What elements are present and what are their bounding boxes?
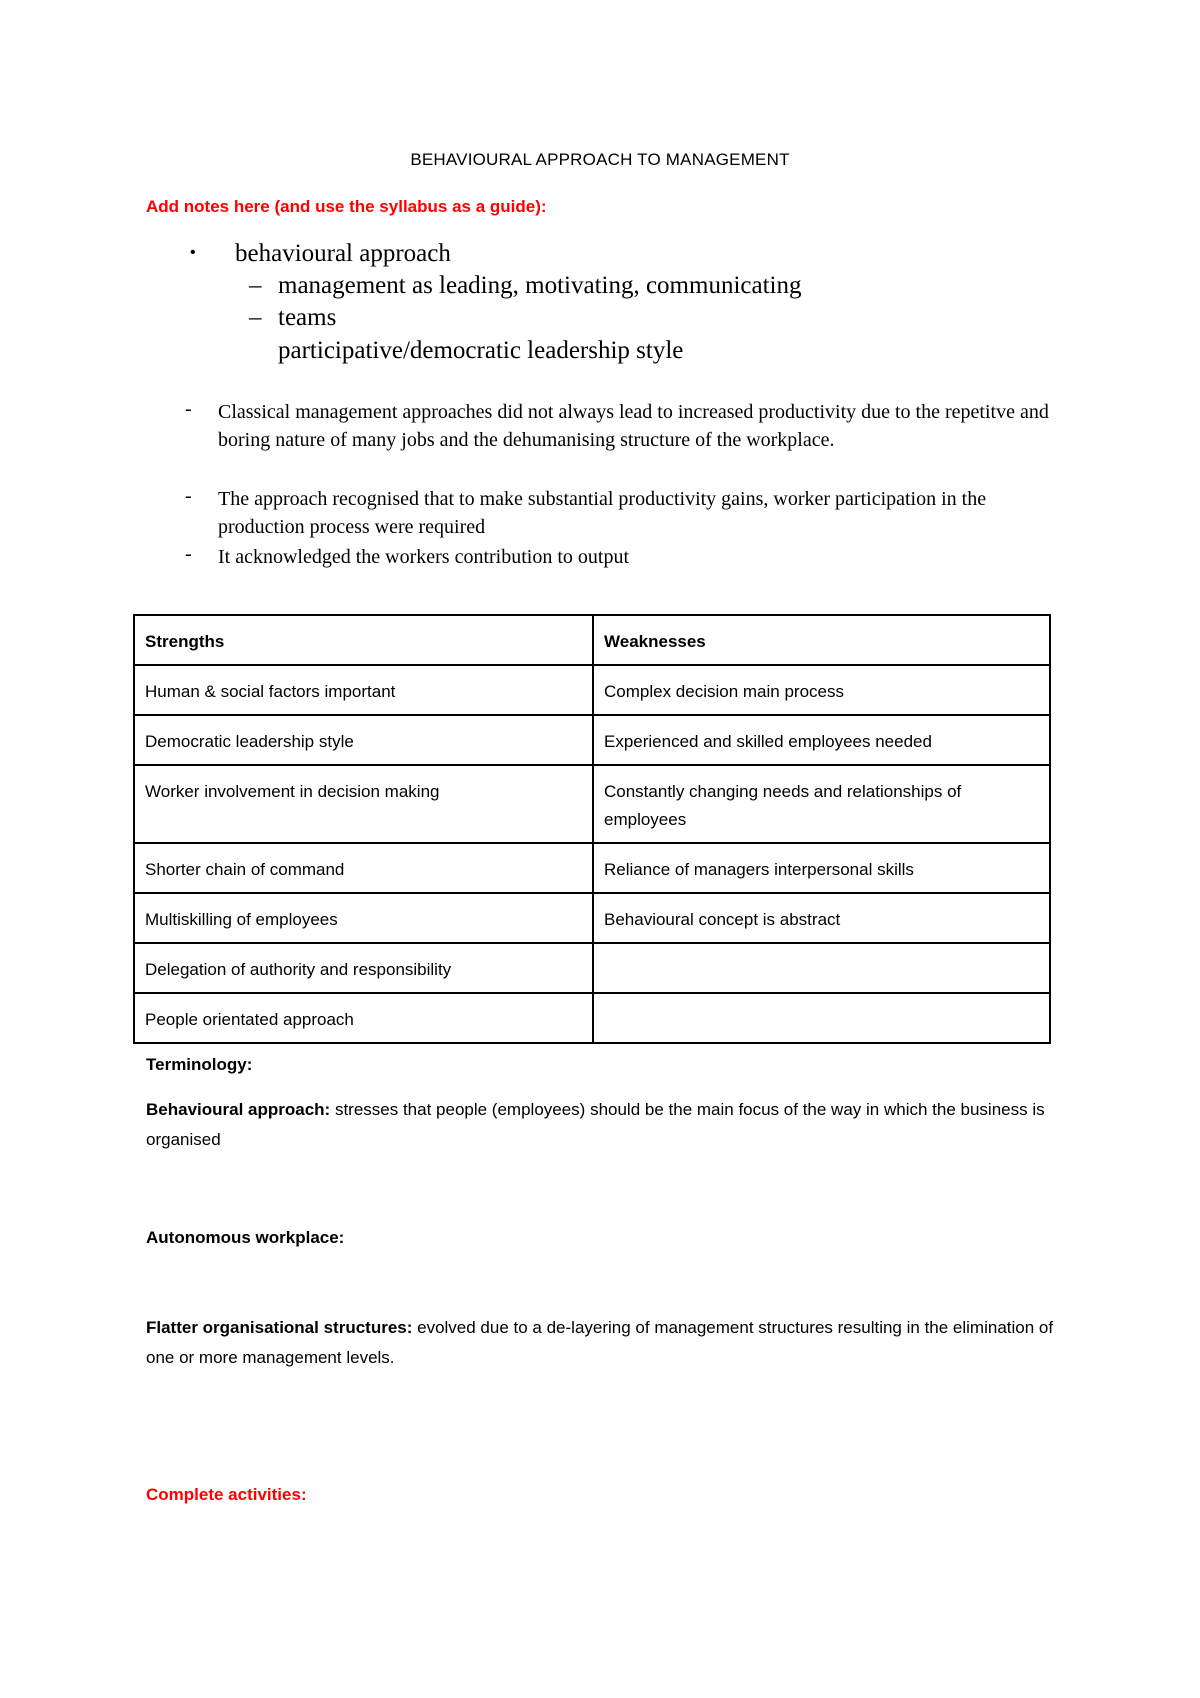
strengths-weaknesses-table: [133, 614, 1051, 1044]
table-row: [134, 765, 1050, 843]
weakness-cell: Constantly changing needs and relationships of employees: [593, 765, 1050, 843]
weakness-cell: Reliance of managers interpersonal skills: [593, 843, 1050, 893]
strength-cell: Shorter chain of command: [134, 843, 593, 893]
table-row: [134, 993, 1050, 1043]
syllabus-main-item: behavioural approach: [235, 240, 451, 267]
syllabus-sub-item: participative/democratic leadership style: [278, 337, 684, 364]
weakness-cell: [593, 993, 1050, 1043]
table-header-row: [134, 615, 1050, 665]
weakness-cell: [593, 943, 1050, 993]
table-row: [134, 843, 1050, 893]
header-strengths: Strengths: [134, 615, 593, 665]
term-autonomous-workplace: [146, 1223, 1076, 1253]
table-row: [134, 893, 1050, 943]
syllabus-sub-item: management as leading, motivating, communicating: [278, 272, 802, 299]
table-row: [134, 943, 1050, 993]
syllabus-dash: –: [249, 272, 262, 299]
table-row: [134, 665, 1050, 715]
page-title: BEHAVIOURAL APPROACH TO MANAGEMENT: [410, 150, 790, 169]
note-item: It acknowledged the workers contribution to output: [218, 546, 630, 568]
term-label: Flatter organisational structures:: [146, 1318, 413, 1337]
weakness-cell: Experienced and skilled employees needed: [593, 715, 1050, 765]
table-row: [134, 715, 1050, 765]
header-weaknesses: Weaknesses: [593, 615, 1050, 665]
strength-cell: Democratic leadership style: [134, 715, 593, 765]
term-behavioural-approach: [146, 1095, 1076, 1155]
weakness-cell: Behavioural concept is abstract: [593, 893, 1050, 943]
note-item: Classical management approaches did not always lead to increased productivity due to the repetitve and boring nature of many jobs and the dehumanising structure of the workplace.: [218, 401, 1049, 451]
term-label: Autonomous workplace:: [146, 1228, 345, 1247]
term-definition: evolved due to a de-layering of management structures resulting in the elimination of one or more management levels.: [146, 1318, 1054, 1367]
note-dash: -: [185, 398, 192, 420]
note-dash: -: [185, 485, 192, 507]
strength-cell: People orientated approach: [134, 993, 593, 1043]
strength-cell: Worker involvement in decision making: [134, 765, 593, 843]
weakness-cell: Complex decision main process: [593, 665, 1050, 715]
note-item: The approach recognised that to make substantial productivity gains, worker participation in the production process were required: [218, 488, 987, 538]
notes-prompt-heading: Add notes here (and use the syllabus as a guide):: [146, 197, 547, 216]
strength-cell: Multiskilling of employees: [134, 893, 593, 943]
term-definition: stresses that people (employees) should be the main focus of the way in which the business is organised: [146, 1100, 1045, 1149]
syllabus-sub-item: teams: [278, 304, 337, 331]
terminology-heading: Terminology:: [146, 1055, 253, 1074]
bullet-icon: •: [190, 244, 196, 261]
activities-heading: Complete activities:: [146, 1485, 307, 1504]
strength-cell: Human & social factors important: [134, 665, 593, 715]
strength-cell: Delegation of authority and responsibility: [134, 943, 593, 993]
note-dash: -: [185, 543, 192, 565]
syllabus-dash: –: [249, 304, 262, 331]
term-flatter-structures: [146, 1313, 1076, 1373]
term-label: Behavioural approach:: [146, 1100, 331, 1119]
